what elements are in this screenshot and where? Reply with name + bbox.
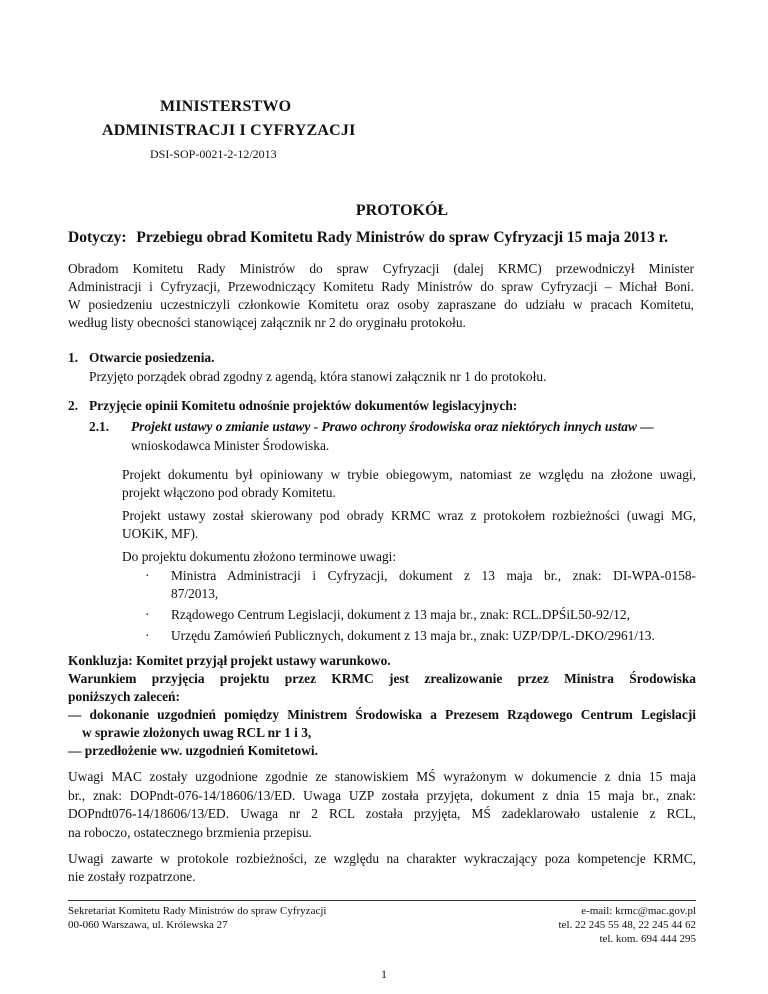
section2-number: 2.: [68, 398, 79, 413]
notes-line: br., znak: DOPndt-076-14/18606/13/ED. Uwaga UZP została przyjęta, dokument z dnia 15 maja br., znak:: [68, 787, 696, 803]
notes-line: Uwagi MAC zostały uzgodnione zgodnie ze stanowiskiem MŚ wyrażonym w dokumencie z dnia 15 maja: [68, 769, 696, 784]
list-item-line: Urzędu Zamówień Publicznych, dokument z 13 maja br., znak: UZP/DP/L-DKO/2961/13.: [171, 628, 655, 643]
section1-text: Przyjęto porządek obrad zgodny z agendą, która stanowi załącznik nr 1 do protokołu.: [89, 369, 547, 384]
subject-text: Przebiegu obrad Komitetu Rady Ministrów do spraw Cyfryzacji 15 maja 2013 r.: [136, 229, 668, 246]
paragraph-line: projekt włączono pod obrady Komitetu.: [122, 485, 336, 500]
conclusion-line: poniższych zaleceń:: [68, 689, 180, 704]
document-reference: DSI-SOP-0021-2-12/2013: [150, 147, 277, 161]
subsection-applicant: wnioskodawca Minister Środowiska.: [131, 438, 330, 453]
subject-label: Dotyczy:: [68, 229, 127, 246]
remarks-intro: Do projektu dokumentu złożono terminowe uwagi:: [122, 549, 397, 564]
section1-number: 1.: [68, 350, 79, 365]
section2-heading: Przyjęcie opinii Komitetu odnośnie projektów dokumentów legislacyjnych:: [89, 398, 518, 413]
notes-line: na roboczo, ostatecznego brzmienia przepisu.: [68, 824, 312, 840]
list-item-line: Rządowego Centrum Legislacji, dokument z 13 maja br., znak: RCL.DPŚiL50-92/12,: [171, 607, 630, 622]
list-item-line: 87/2013,: [171, 586, 219, 601]
paragraph-line: Projekt dokumentu był opiniowany w trybie obiegowym, natomiast ze względu na złożone uwagi,: [122, 467, 696, 482]
footer-left: [68, 904, 326, 932]
subsection-title: Projekt ustawy o zmianie ustawy - Prawo ochrony środowiska oraz niektórych innych ustaw —: [131, 419, 654, 434]
intro-paragraph: [68, 260, 694, 332]
subject-line: [68, 229, 668, 247]
conclusion-block: [68, 652, 696, 760]
intro-line: W posiedzeniu uczestniczyli członkowie Komitetu oraz osoby zapraszane do udziału w pracach Komitetu,: [68, 297, 694, 312]
notes-line: Uwagi zawarte w protokole rozbieżności, ze względu na charakter wykraczający poza kompetencje KRMC,: [68, 851, 696, 866]
intro-line: Obradom Komitetu Rady Ministrów do spraw Cyfryzacji (dalej KRMC) przewodniczył Minister: [68, 261, 694, 276]
list-item: [145, 567, 696, 603]
recommendation-1-cont: w sprawie złożonych uwag RCL nr 1 i 3,: [82, 725, 312, 740]
footer-address: 00-060 Warszawa, ul. Królewska 27: [68, 919, 228, 931]
conclusion-condition: Warunkiem przyjęcia projektu przez KRMC jest zrealizowanie przez Ministra Środowiska: [68, 671, 696, 686]
recommendation-2: — przedłożenie ww. uzgodnień Komitetowi.: [68, 743, 318, 758]
footer-phone: tel. 22 245 55 48, 22 245 44 62: [558, 919, 696, 931]
footer-office: Sekretariat Komitetu Rady Ministrów do spraw Cyfryzacji: [68, 905, 327, 917]
remarks-list: [145, 567, 696, 645]
notes-paragraph-2: [68, 850, 696, 886]
paragraph-line: UOKiK, MF).: [122, 526, 199, 541]
intro-line: Administracji i Cyfryzacji, Przewodniczący Komitetu Rady Ministrów do spraw Cyfryzacji – Michał Boni.: [68, 279, 694, 294]
bullet-marker: ·: [145, 568, 150, 583]
notes-line: nie zostały rozpatrzone.: [68, 869, 196, 884]
list-item: [145, 627, 696, 645]
notes-paragraph: [68, 768, 696, 842]
section1-heading: Otwarcie posiedzenia.: [89, 350, 215, 365]
recommendation-1: — dokonanie uzgodnień pomiędzy Ministrem Środowiska a Prezesem Rządowego Centrum Legislacji: [68, 707, 696, 722]
page-title: PROTOKÓŁ: [355, 202, 449, 219]
bullet-marker: ·: [145, 628, 150, 643]
paragraph-procedure: [122, 466, 696, 502]
notes-line: DOPndt076-14/18606/13/ED. Uwaga nr 2 RCL została przyjęta, MŚ zadeklarowało ustalenie z RCL,: [68, 806, 696, 821]
footer-email[interactable]: e-mail: krmc@mac.gov.pl: [581, 905, 696, 917]
ministry-name-line1: MINISTERSTWO: [160, 98, 292, 115]
paragraph-referral: [122, 507, 696, 543]
page-number: 1: [381, 967, 387, 981]
footer-right: [440, 904, 696, 946]
paragraph-line: Projekt ustawy został skierowany pod obrady KRMC wraz z protokołem rozbieżności (uwagi MG,: [122, 508, 696, 523]
list-item: [145, 606, 696, 624]
footer-mobile: tel. kom. 694 444 295: [599, 933, 696, 945]
bullet-marker: ·: [145, 607, 150, 622]
conclusion-line: Konkluzja: Komitet przyjął projekt ustawy warunkowo.: [68, 653, 391, 668]
list-item-line: Ministra Administracji i Cyfryzacji, dokument z 13 maja br., znak: DI-WPA-0158-: [171, 568, 696, 583]
ministry-name-line2: ADMINISTRACJI I CYFRYZACJI: [102, 122, 356, 139]
subsection-number: 2.1.: [89, 419, 110, 434]
footer-divider: [68, 900, 696, 901]
intro-line: według listy obecności stanowiącej załącznik nr 2 do oryginału protokołu.: [68, 315, 466, 330]
